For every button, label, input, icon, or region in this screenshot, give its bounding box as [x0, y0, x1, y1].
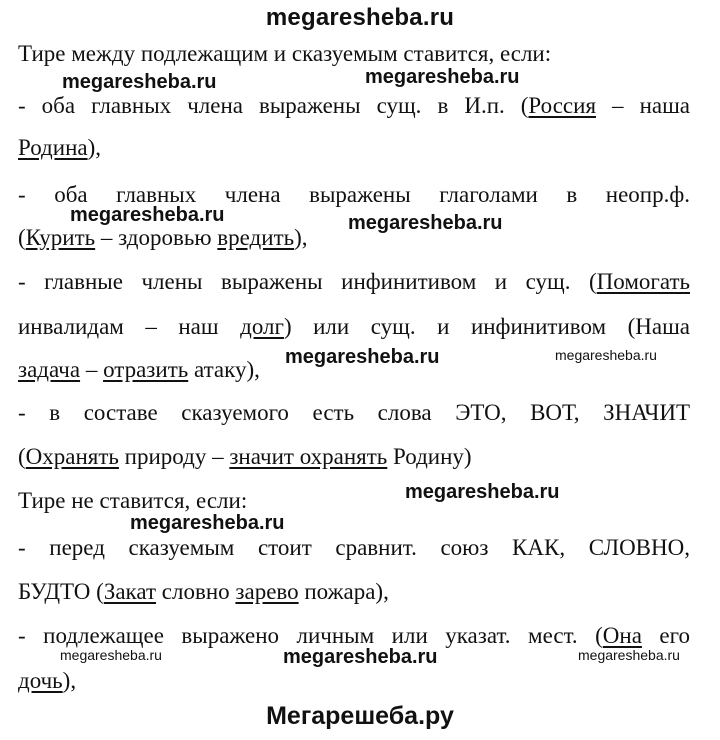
- watermark-small: megaresheba.ru: [60, 647, 162, 663]
- watermark: megaresheba.ru: [285, 346, 440, 368]
- text-line-7: [18, 313, 690, 341]
- text-segment: (: [18, 444, 26, 469]
- underlined-word: дочь: [18, 668, 63, 693]
- underlined-word: вредить: [217, 225, 295, 250]
- text-segment: атаку),: [188, 357, 260, 382]
- watermark-small: megaresheba.ru: [555, 347, 657, 363]
- watermark: megaresheba.ru: [405, 481, 560, 503]
- text-segment: природу –: [118, 444, 230, 469]
- underlined-word: Она: [602, 623, 642, 648]
- text-segment: инвалидам – наш: [18, 314, 241, 339]
- text-segment: ),: [87, 135, 102, 160]
- underlined-word: зарево: [235, 579, 299, 604]
- text-line-5: [18, 224, 308, 252]
- text-line-9: - в составе сказуемого есть слова ЭТО, ВОТ, ЗНАЧИТ: [18, 400, 690, 425]
- site-footer: Мегарешеба.ру: [266, 702, 454, 730]
- text-segment: - главные члены выражены инфинитивом и сущ. (: [18, 269, 597, 294]
- text-segment: Родину): [387, 444, 472, 469]
- underlined-word: Помогать: [596, 269, 690, 294]
- underlined-word: значит охранять: [229, 444, 388, 469]
- watermark: megaresheba.ru: [283, 646, 438, 668]
- watermark-small: megaresheba.ru: [578, 647, 680, 663]
- text-segment: словно: [156, 579, 236, 604]
- text-segment: (: [18, 225, 26, 250]
- text-segment: БУДТО (: [18, 579, 104, 604]
- text-line-15: [18, 667, 76, 695]
- underlined-word: Курить: [25, 225, 96, 250]
- text-segment: его: [641, 623, 690, 648]
- watermark: megaresheba.ru: [70, 204, 225, 226]
- text-line-13: [18, 578, 389, 606]
- watermark: megaresheba.ru: [62, 71, 217, 93]
- text-line-11: Тире не ставится, если:: [18, 488, 248, 513]
- underlined-word: Охранять: [25, 444, 119, 469]
- text-line-12: - перед сказуемым стоит сравнит. союз КАК, СЛОВНО,: [18, 535, 690, 560]
- watermark: megaresheba.ru: [348, 212, 503, 234]
- underlined-word: Россия: [528, 93, 597, 118]
- text-line-6: [18, 268, 690, 296]
- text-segment: - оба главных члена выражены сущ. в И.п. (: [18, 93, 529, 118]
- watermark: megaresheba.ru: [365, 66, 520, 88]
- text-segment: ),: [62, 668, 77, 693]
- text-segment: – наша: [596, 93, 690, 118]
- text-segment: ),: [294, 225, 308, 250]
- text-segment: – здоровью: [95, 225, 218, 250]
- text-line-10: [18, 443, 472, 471]
- text-segment: пожара),: [298, 579, 389, 604]
- text-line-1: Тире между подлежащим и сказуемым ставится, если:: [18, 41, 552, 66]
- underlined-word: долг: [240, 314, 284, 339]
- text-segment: ) или сущ. и инфинитивом (Наша: [283, 314, 690, 339]
- site-header: megaresheba.ru: [265, 4, 455, 31]
- text-segment: –: [80, 357, 104, 382]
- text-line-2: [18, 92, 690, 120]
- text-line-8: [18, 356, 260, 384]
- underlined-word: задача: [18, 357, 81, 382]
- underlined-word: Родина: [18, 135, 88, 160]
- underlined-word: отразить: [103, 357, 189, 382]
- watermark: megaresheba.ru: [130, 512, 285, 534]
- text-segment: - подлежащее выражено личным или указат. мест. (: [18, 623, 603, 648]
- underlined-word: Закат: [103, 579, 157, 604]
- text-line-4: - оба главных члена выражены глаголами в неопр.ф.: [18, 182, 690, 207]
- text-line-3: [18, 134, 101, 162]
